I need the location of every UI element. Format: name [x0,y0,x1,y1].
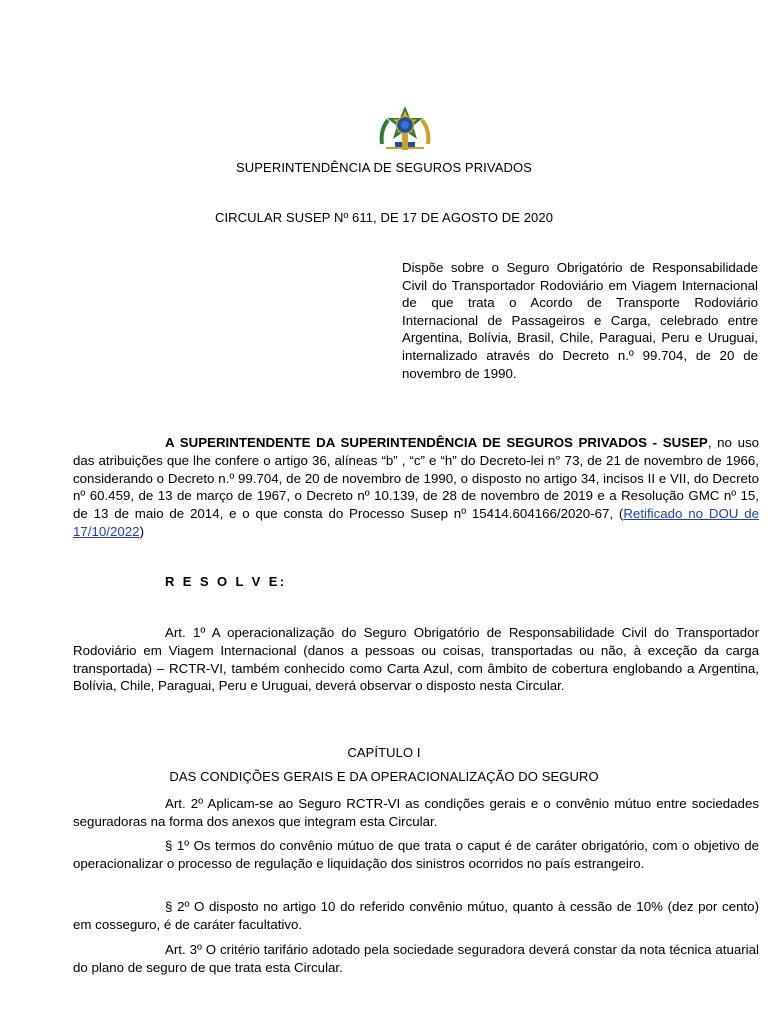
resolve-heading: R E S O L V E: [165,574,287,589]
chapter-title: DAS CONDIÇÕES GERAIS E DA OPERACIONALIZAÇÃO DO SEGURO [169,769,599,784]
preamble-paragraph [73,434,759,541]
preamble-text: , no uso das atribuições que lhe confere o artigo 36, alíneas “b” , “c” e “h” do Decreto-lei n° 73, de 21 de novembro de 1966, considerando o Decreto n.º 99.704, de 20 de novembro de 1990, o disposto no artigo 34, incisos II e VII, do Decreto nº 60.459, de 13 de março de 1967, o Decreto nº 10.139, de 28 de novembro de 2019 e a Resolução GMC nº 15, de 13 de maio de 2014, e o que consta do Processo Susep nº 15414.604166/2020-67, ( [73,435,760,522]
agency-heading: SUPERINTENDÊNCIA DE SEGUROS PRIVADOS [236,160,532,175]
circular-title: CIRCULAR SUSEP Nº 611, DE 17 DE AGOSTO DE 2020 [214,210,554,225]
ementa-summary: Dispõe sobre o Seguro Obrigatório de Responsabilidade Civil do Transportador Rodoviário em Viagem Internacional de que trata o Acordo de Transporte Rodoviário Internacional de Passageiros e Carga, celebrado entre Argentina, Bolívia, Brasil, Chile, Paraguai, Peru e Uruguai, internalizado através do Decreto n.º 99.704, de 20 de novembro de 1990. [402,260,758,381]
article-3: Art. 3º O critério tarifário adotado pela sociedade seguradora deverá constar da nota técnica atuarial do plano de seguro de que trata esta Circular. [73,942,759,975]
article-2-paragraph-1: § 1º Os termos do convênio mútuo de que trata o caput é de caráter obrigatório, com o objetivo de operacionalizar o processo de regulação e liquidação dos sinistros ocorridos no país estrangeiro. [73,838,759,871]
article-2-paragraph-2: § 2º O disposto no artigo 10 do referido convênio mútuo, quanto à cessão de 10% (dez por cento) em cosseguro, é de caráter facultativo. [73,899,759,932]
coat-of-arms-icon [376,104,434,156]
retificado-link[interactable]: Retificado no DOU de 17/10/2022 [73,506,760,539]
chapter-number: CAPÍTULO I [347,745,421,760]
preamble-bold-lead: A SUPERINTENDENTE DA SUPERINTENDÊNCIA DE SEGUROS PRIVADOS - SUSEP [165,435,708,450]
article-1: Art. 1º A operacionalização do Seguro Obrigatório de Responsabilidade Civil do Transportador Rodoviário em Viagem Internacional (danos a pessoas ou coisas, transportadas ou não, à exceção da carga transportada) – RCTR-VI, também conhecido como Carta Azul, com âmbito de cobertura englobando a Argentina, Bolívia, Chile, Paraguai, Peru e Uruguai, deverá observar o disposto nesta Circular. [73,625,759,694]
article-2: Art. 2º Aplicam-se ao Seguro RCTR-VI as condições gerais e o convênio mútuo entre sociedades seguradoras na forma dos anexos que integram esta Circular. [73,796,759,829]
preamble-tail: ) [139,523,144,539]
